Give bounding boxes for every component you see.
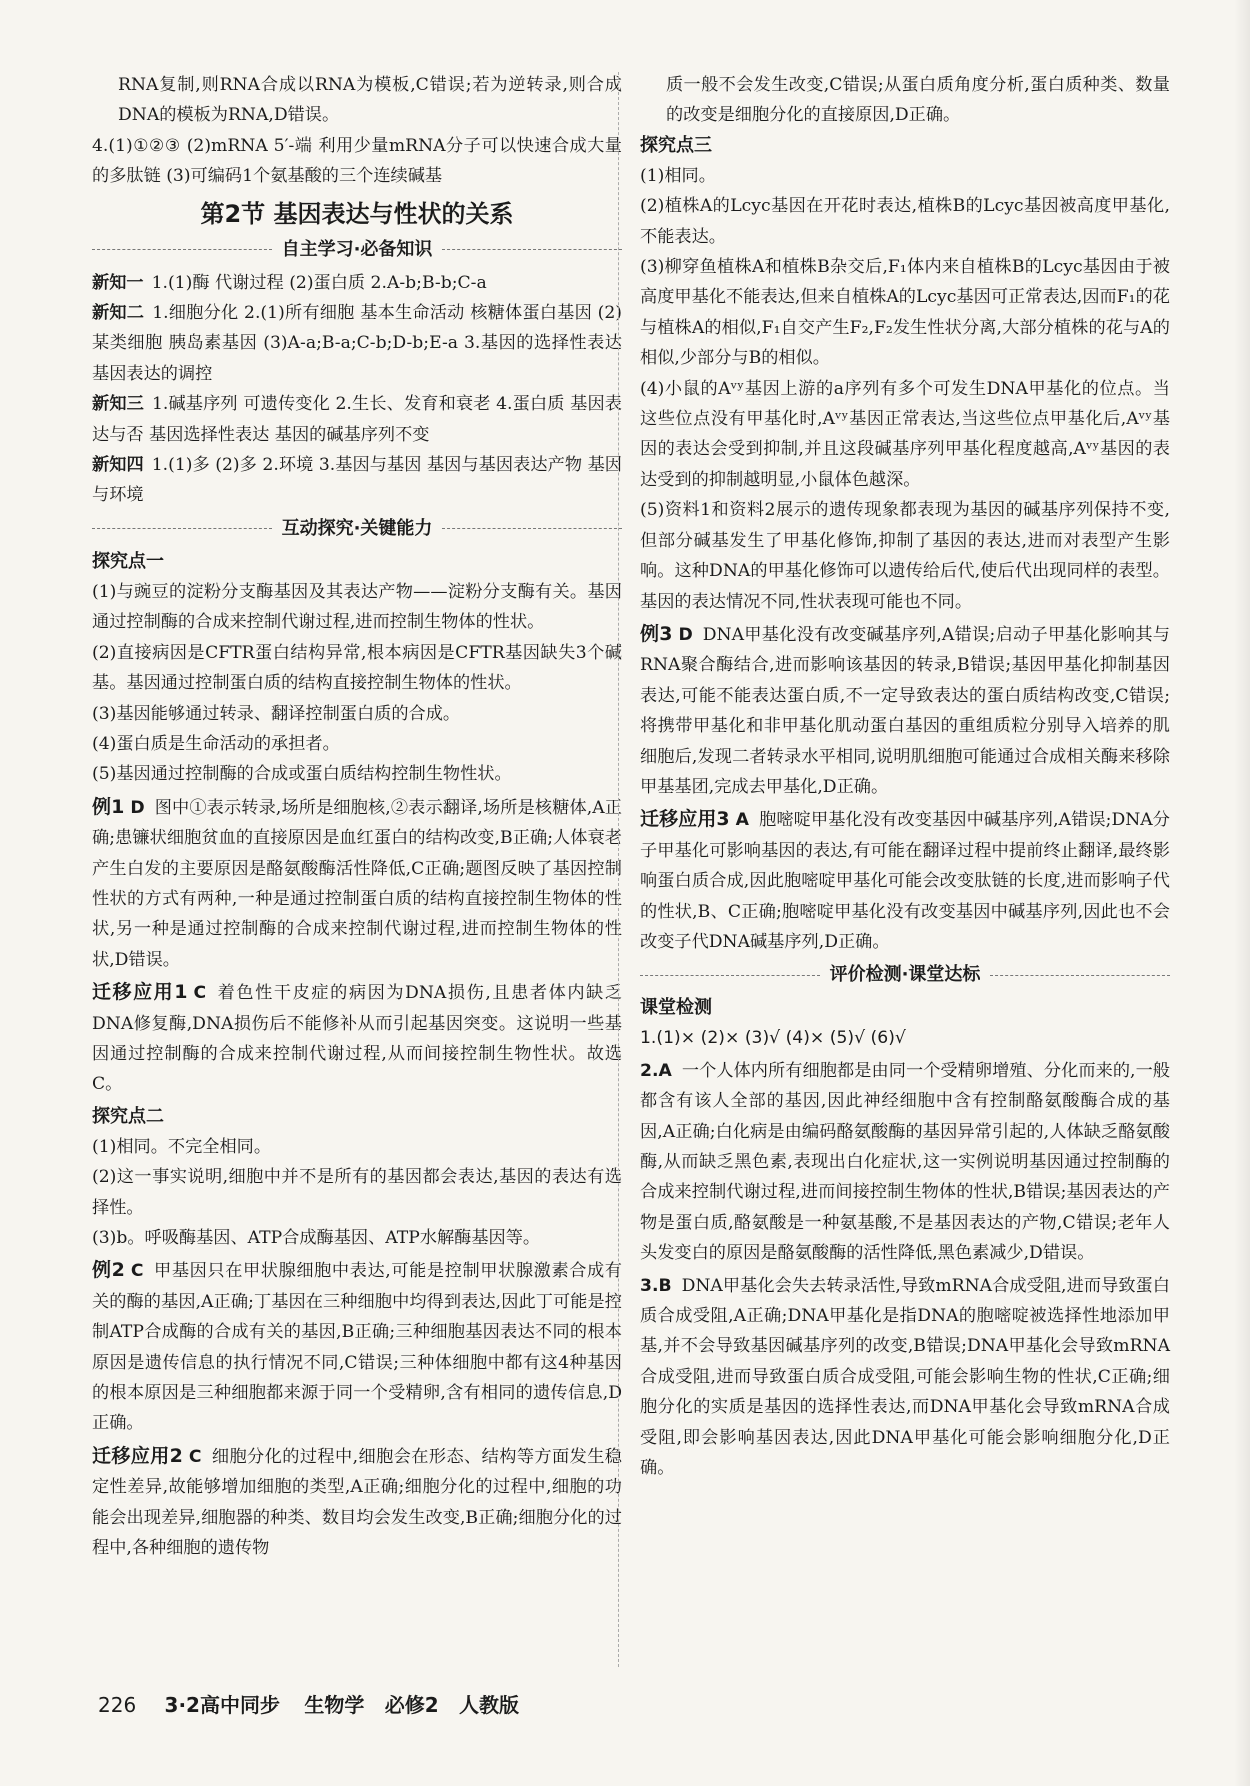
left-column (92, 70, 622, 1565)
band-self-study (92, 236, 622, 264)
point2-item: (1)相同。不完全相同。 (92, 1136, 272, 1157)
point3-item: (2)植株A的Lcyc基因在开花时表达,植株B的Lcyc基因被高度甲基化,不能表达。 (640, 196, 1170, 247)
application-label: 迁移应用1 (92, 981, 188, 1004)
example-1 (92, 792, 622, 975)
band-dash-left (640, 975, 820, 976)
band-dash-right (990, 975, 1170, 976)
band-label: 互动探究·关键能力 (281, 517, 433, 539)
knowledge-label: 新知一 (92, 272, 144, 293)
application-2 (92, 1441, 622, 1564)
column-divider (618, 72, 619, 1667)
question-text: 一个人体内所有细胞都是由同一个受精卵增殖、分化而来的,一般都含有该人全部的基因,因此神经细胞中含有控制酪氨酸酶合成的基因,A正确;白化病是由编码酪氨酸酶的基因异常引起的,人体缺乏酪氨酸酶,从而缺乏黑色素,表现出白化症状,这一实例说明基因通过控制酶的合成来控制代谢过程,进而间接控制生物体的性状,B错误;基因表达的产物是蛋白质,酪氨酸是一种氨基酸,不是基因表达的产物,C错误;老年人头发变白的原因是酪氨酸酶的活性降低,黑色素减少,D错误。 (640, 1060, 1170, 1264)
application-label: 迁移应用3 (640, 808, 730, 831)
question-3 (640, 1271, 1170, 1484)
question-2 (640, 1056, 1170, 1269)
page-edge-shadow (1234, 0, 1250, 1786)
point3-title: 探究点三 (640, 134, 712, 156)
band-label: 自主学习·必备知识 (281, 238, 433, 260)
example-label: 例1 (92, 795, 125, 818)
knowledge-2 (92, 298, 622, 389)
example-label: 例2 (92, 1259, 125, 1282)
application-answer: A (735, 810, 749, 831)
section-title: 第2节 基因表达与性状的关系 (200, 199, 514, 228)
knowledge-4 (92, 450, 622, 511)
intro-line-1: RNA复制,则RNA合成以RNA为模板,C错误;若为逆转录,则合成DNA的模板为RNA,D错误。 (118, 75, 622, 126)
point2-title: 探究点二 (92, 1105, 164, 1127)
application-answer: C (193, 983, 207, 1004)
band-dash-right (442, 528, 622, 529)
brand-name: 3·2高中同步 (164, 1693, 280, 1717)
example-text: 图中①表示转录,场所是细胞核,②表示翻译,场所是核糖体,A正确;患镰状细胞贫血的直接原因是血红蛋白的结构改变,B正确;人体衰老产生白发的主要原因是酪氨酸酶活性降低,C正确;题图反映了基因控制性状的方式有两种,一种是通过控制蛋白质的结构直接控制生物体的性状,另一种是通过控制酶的合成来控制代谢过程,进而控制生物体的性状,D错误。 (92, 797, 622, 970)
application-text: 细胞分化的过程中,细胞会在形态、结构等方面发生稳定性差异,故能够增加细胞的类型,A正确;细胞分化的过程中,细胞的功能会出现差异,细胞器的种类、数目均会发生改变,B正确;细胞分化的过程中,各种细胞的遗传物 (92, 1446, 622, 1559)
band-evaluation (640, 961, 1170, 989)
check-answers: 1.(1)× (2)× (3)√ (4)× (5)√ (6)√ (640, 1028, 906, 1049)
application-answer: C (188, 1446, 202, 1467)
application-label: 迁移应用2 (92, 1444, 183, 1467)
band-interactive (92, 515, 622, 543)
point1-item: (5)基因通过控制酶的合成或蛋白质结构控制生物性状。 (92, 764, 512, 785)
knowledge-text: 1.(1)多 (2)多 2.环境 3.基因与基因 基因与基因表达产物 基因与环境 (92, 455, 622, 506)
application-1 (92, 977, 622, 1100)
knowledge-3 (92, 389, 622, 450)
point2-item: (3)b。呼吸酶基因、ATP合成酶基因、ATP水解酶基因等。 (92, 1228, 541, 1248)
edition-name: 人教版 (458, 1693, 519, 1717)
knowledge-label: 新知四 (92, 455, 144, 476)
page-number: 226 (98, 1693, 137, 1717)
example-text: DNA甲基化没有改变碱基序列,A错误;启动子甲基化影响其与RNA聚合酶结合,进而影响该基因的转录,B错误;基因甲基化抑制基因表达,可能不能表达蛋白质,不一定导致表达的蛋白质结构改变,C错误;将携带甲基化和非甲基化肌动蛋白基因的重组质粒分别导入培养的肌细胞后,发现二者转录水平相同,说明肌细胞可能通过合成相关酶来移除甲基基团,完成去甲基化,D正确。 (640, 624, 1170, 797)
point1-title: 探究点一 (92, 550, 164, 572)
right-column (640, 70, 1170, 1485)
book-name: 必修2 (384, 1693, 439, 1717)
point2-item: (2)这一事实说明,细胞中并不是所有的基因都会表达,基因的表达有选择性。 (92, 1167, 622, 1218)
band-label: 评价检测·课堂达标 (829, 964, 981, 986)
continued-text: 质一般不会发生改变,C错误;从蛋白质角度分析,蛋白质种类、数量的改变是细胞分化的直接原因,D正确。 (666, 75, 1170, 126)
point1-item: (3)基因能够通过转录、翻译控制蛋白质的合成。 (92, 703, 461, 724)
knowledge-label: 新知二 (92, 303, 145, 324)
band-dash-left (92, 249, 272, 250)
question-text: DNA甲基化会失去转录活性,导致mRNA合成受阻,进而导致蛋白质合成受阻,A正确;DNA甲基化是指DNA的胞嘧啶被选择性地添加甲基,并不会导致基因碱基序列的改变,B错误;DNA甲基化会导致mRNA合成受阻,进而导致蛋白质合成受阻,可能会影响生物的性状,C正确;细胞分化的实质是基因的选择性表达,而DNA甲基化会导致mRNA合成受阻,即会影响基因表达,因此DNA甲基化可能会影响细胞分化,D正确。 (640, 1275, 1170, 1479)
example-text: 甲基因只在甲状腺细胞中表达,可能是控制甲状腺激素合成有关的酶的基因,A正确;丁基因在三种细胞中均得到表达,因此丁可能是控制ATP合成酶的合成有关的基因,B正确;三种细胞基因表达不同的根本原因是遗传信息的执行情况不同,C错误;三种体细胞中都有这4种基因的根本原因是三种细胞都来源于同一个受精卵,含有相同的遗传信息,D正确。 (92, 1261, 622, 1434)
point3-item: (4)小鼠的Aᵛʸ基因上游的a序列有多个可发生DNA甲基化的位点。当这些位点没有甲基化时,Aᵛʸ基因正常表达,当这些位点甲基化后,Aᵛʸ基因的表达会受到抑制,并且这段碱基序列甲基化程度越高,Aᵛʸ基因的表达受到的抑制越明显,小鼠体色越深。 (640, 378, 1170, 490)
example-2 (92, 1255, 622, 1438)
example-3 (640, 619, 1170, 802)
knowledge-text: 1.细胞分化 2.(1)所有细胞 基本生命活动 核糖体蛋白基因 (2)某类细胞 胰岛素基因 (3)A-a;B-a;C-b;D-b;E-a 3.基因的选择性表达 基因表达的调控 (92, 303, 622, 384)
example-label: 例3 (640, 622, 673, 645)
application-text: 着色性干皮症的病因为DNA损伤,且患者体内缺乏DNA修复酶,DNA损伤后不能修补从而引起基因突变。这说明一些基因通过控制酶的合成来控制代谢过程,从而间接控制生物性状。故选C。 (92, 983, 622, 1095)
point3-item: (5)资料1和资料2展示的遗传现象都表现为基因的碱基序列保持不变,但部分碱基发生了甲基化修饰,抑制了基因的表达,进而对表型产生影响。这种DNA的甲基化修饰可以遗传给后代,使后代出现同样的表型。基因的表达情况不同,性状表现可能也不同。 (640, 500, 1170, 612)
knowledge-text: 1.(1)酶 代谢过程 (2)蛋白质 2.A-b;B-b;C-a (151, 272, 487, 293)
intro-line-2: 4.(1)①②③ (2)mRNA 5′-端 利用少量mRNA分子可以快速合成大量的多肽链 (3)可编码1个氨基酸的三个连续碱基 (92, 135, 622, 187)
knowledge-1 (92, 268, 622, 298)
point1-item: (2)直接病因是CFTR蛋白结构异常,根本病因是CFTR基因缺失3个碱基。基因通过控制蛋白质的结构直接控制生物体的性状。 (92, 642, 622, 694)
example-answer: D (130, 797, 145, 818)
example-answer: D (678, 624, 693, 645)
point3-item: (1)相同。 (640, 165, 716, 186)
knowledge-text: 1.碱基序列 可遗传变化 2.生长、发育和衰老 4.蛋白质 基因表达与否 基因选择性表达 基因的碱基序列不变 (92, 394, 622, 445)
question-label: 2.A (640, 1060, 672, 1081)
point3-item: (3)柳穿鱼植株A和植株B杂交后,F₁体内来自植株B的Lcyc基因由于被高度甲基化不能表达,但来自植株A的Lcyc基因可正常表达,因而F₁的花与植株A的相似,F₁自交产生F₂,F₂发生性状分离,大部分植株的花与A的相似,少部分与B的相似。 (640, 257, 1170, 369)
subject-name: 生物学 (304, 1693, 365, 1717)
point1-item: (4)蛋白质是生命活动的承担者。 (92, 733, 340, 754)
knowledge-label: 新知三 (92, 394, 144, 415)
band-dash-left (92, 528, 272, 529)
band-dash-right (442, 249, 622, 250)
question-label: 3.B (640, 1275, 672, 1296)
check-title: 课堂检测 (640, 997, 712, 1019)
point1-item: (1)与豌豆的淀粉分支酶基因及其表达产物——淀粉分支酶有关。基因通过控制酶的合成来控制代谢过程,进而控制生物体的性状。 (92, 581, 622, 633)
page-footer (98, 1690, 533, 1720)
application-3 (640, 804, 1170, 957)
example-answer: C (130, 1261, 144, 1282)
application-text: 胞嘧啶甲基化没有改变基因中碱基序列,A错误;DNA分子甲基化可影响基因的表达,有可能在翻译过程中提前终止翻译,最终影响蛋白质合成,因此胞嘧啶甲基化可能会改变肽链的长度,进而影响子代的性状,B、C正确;胞嘧啶甲基化没有改变基因中碱基序列,因此也不会改变子代DNA碱基序列,D正确。 (640, 810, 1170, 952)
